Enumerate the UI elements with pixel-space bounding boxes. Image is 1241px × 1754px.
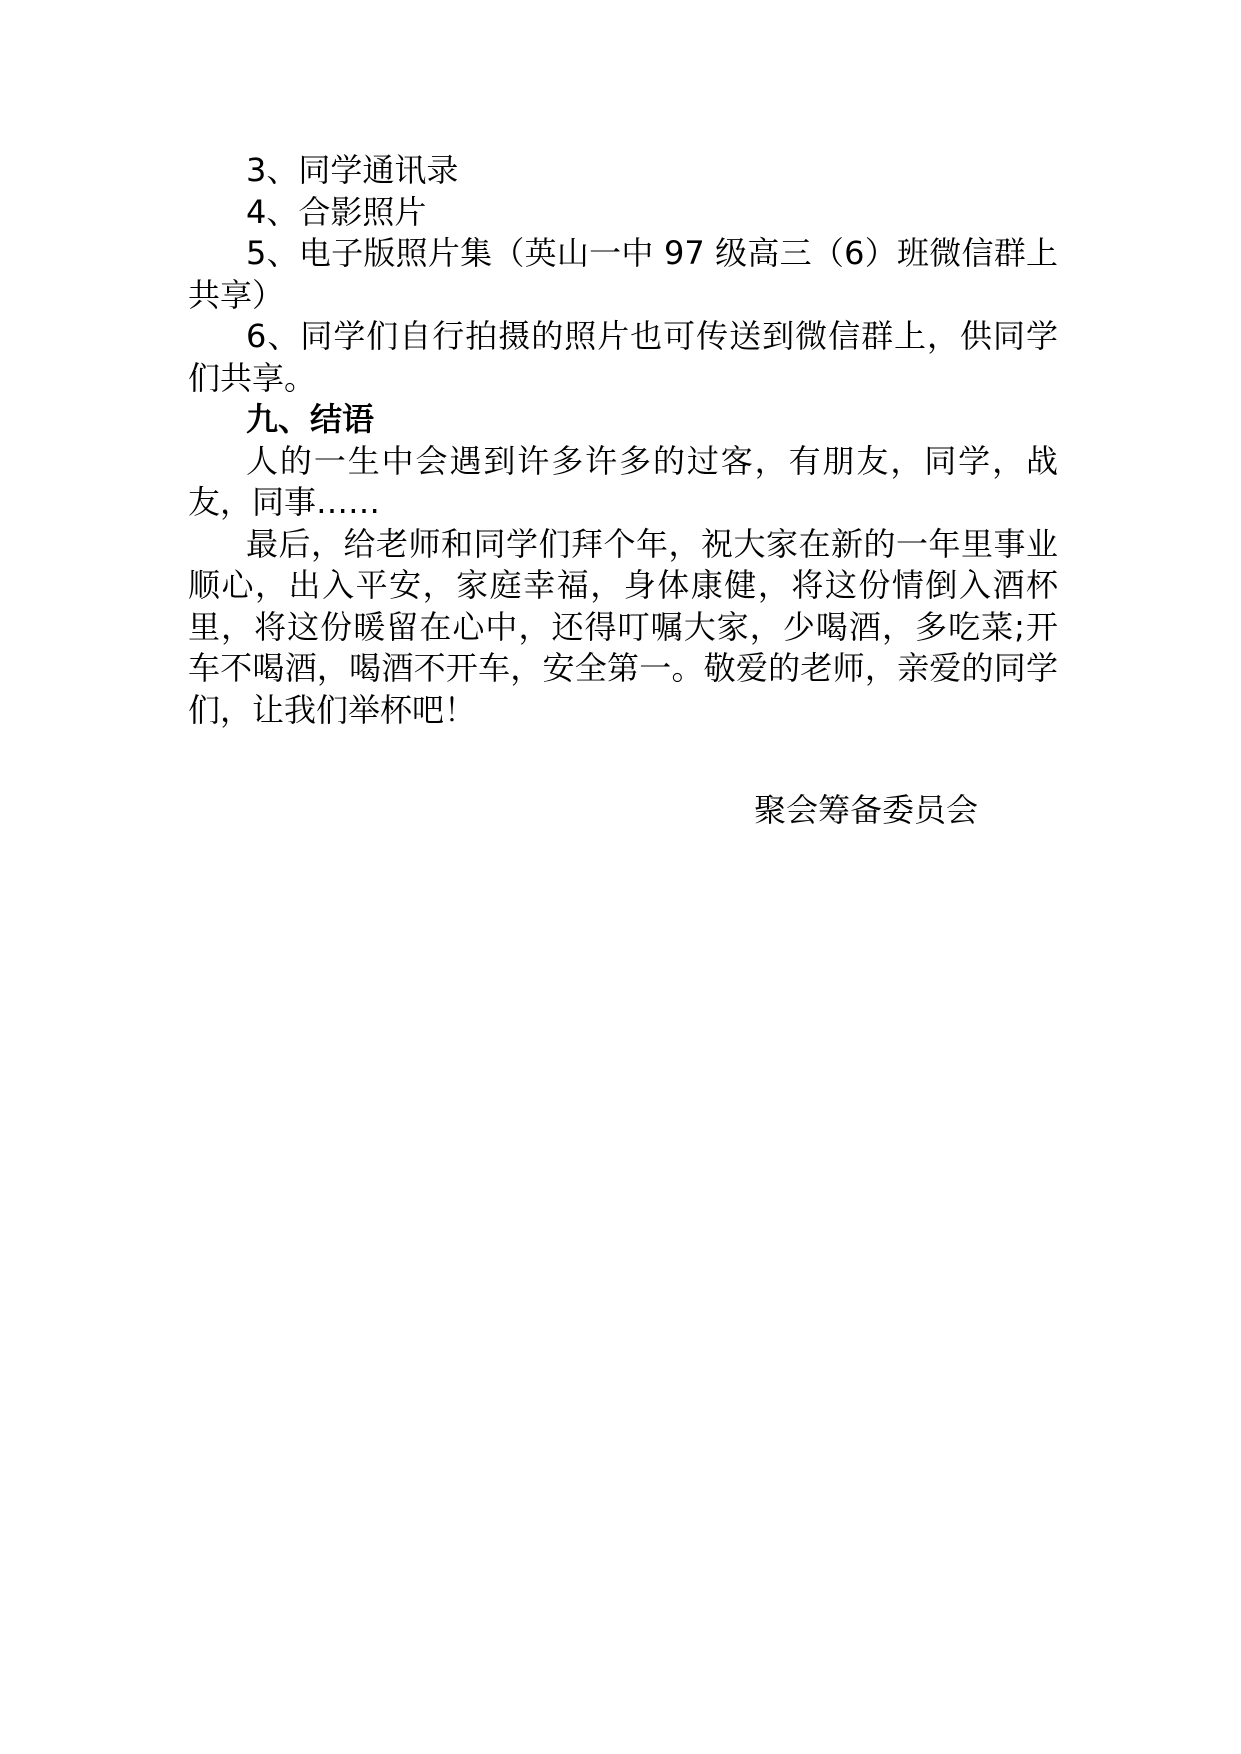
section-heading: 九、结语 [246,400,375,438]
body-paragraph: 最后，给老师和同学们拜个年，祝大家在新的一年里事业顺心，出入平安，家庭幸福，身体康健，将这份情倒入酒杯里，将这份暖留在心中，还得叮嘱大家，少喝酒，多吃菜;开车不喝酒，喝酒不开车，安全第一。敬爱的老师，亲爱的同学们，让我们举杯吧！ [188,524,1058,729]
list-item: 4、合影照片 [246,192,427,231]
list-item: 6、同学们自行拍摄的照片也可传送到微信群上，供同学们共享。 [188,317,1058,397]
signature: 聚会筹备委员会 [754,791,979,829]
list-item: 3、同学通讯录 [246,151,459,189]
body-paragraph: 人的一生中会遇到许多许多的过客，有朋友，同学，战友，同事…… [188,441,1058,521]
list-item: 5、电子版照片集（英山一中 97 级高三（6）班微信群上共享） [188,234,1058,314]
document-body [188,150,1058,731]
